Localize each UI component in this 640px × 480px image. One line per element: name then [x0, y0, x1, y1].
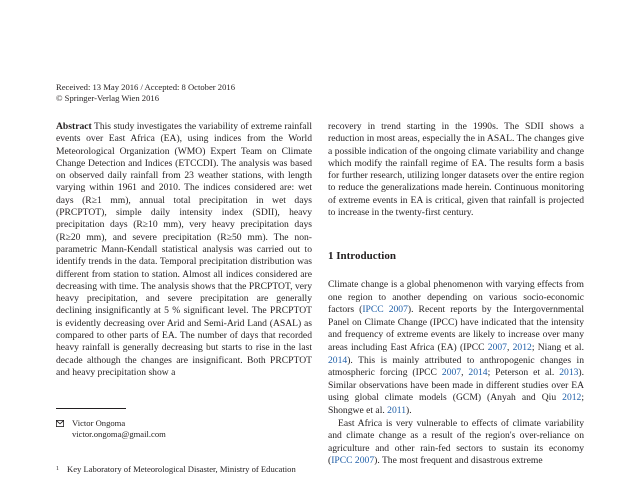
citation-link[interactable]: 2007	[441, 367, 462, 379]
paragraph-text: Climate change is a global phenomenon with varying effects from one region to another depending on various socio-economic factors (	[328, 279, 584, 316]
citation-link[interactable]: 2011	[387, 404, 406, 416]
abstract-text: This study investigates the variability of extreme rainfall events over East Africa (EA), using indices from the World Meteorological Organization (WMO) Expert Team on Climate Change Detection and Indices (ETCCDI). The analysis was based on observed daily rainfall from 23 weather stations, with length varying within 1961 and 2010. The indices considered are: wet days (R≥1 mm), annual total precipitation in wet days (PRCPTOT), simple daily intensity index (SDII), heavy precipitation days (R≥10 mm), very heavy precipitation days (R≥20 mm), and severe precipitation (R≥50 mm). The non-parametric Mann-Kendall statistical analysis was carried out to identify trends in the data. Temporal precipitation distribution was different from station to station. Almost all indices considered are decreasing with time. The analysis shows that the PRCPTOT, very heavy precipitation, and severe precipitation are generally declining insignificantly at 5 % significant level. The PRCPTOT is evidently decreasing over Arid and Semi-Arid Land (ASAL) as compared to other parts of EA. The number of days that recorded heavy rainfall is generally decreasing but starts to rise in the last decade although the changes are insignificant. Both PRCPTOT and heavy precipitation show a	[56, 121, 312, 378]
paragraph-text: ; Shongwe et al.	[328, 392, 584, 416]
introduction-paragraph-1	[328, 279, 584, 418]
affiliation-footnote	[56, 464, 296, 474]
affiliation-marker: 1	[56, 466, 59, 472]
section-heading-introduction: 1 Introduction	[328, 250, 396, 262]
citation-link[interactable]: 2012	[562, 392, 582, 404]
author-email[interactable]: victor.ongoma@gmail.com	[72, 428, 166, 439]
citation-link[interactable]: 2012	[512, 341, 532, 353]
citation-link[interactable]: 2007	[487, 341, 507, 353]
copyright-line: © Springer-Verlag Wien 2016	[56, 93, 159, 103]
citation-link[interactable]: 2014	[468, 367, 488, 379]
paragraph-text: East Africa is very vulnerable to effects of climate variability and climate change as a result of the region's over-reliance on agriculture and other rain-fed sectors to sustain its economy (	[328, 417, 584, 467]
author-name: Victor Ongoma	[72, 418, 126, 428]
affiliation-text: Key Laboratory of Meteorological Disaster, Ministry of Education	[67, 464, 296, 474]
citation-link[interactable]: IPCC 2007	[362, 304, 408, 316]
envelope-icon	[56, 420, 64, 427]
paragraph-text: ; Niang et al.	[531, 341, 584, 353]
paragraph-text: ; Peterson et al.	[487, 367, 560, 379]
paragraph-text: ,	[506, 341, 513, 353]
paragraph-text: ).	[406, 404, 412, 416]
abstract-continuation: recovery in trend starting in the 1990s. The SDII shows a reduction in most areas, especially the in ASAL. The changes give a possible indication of the ongoing climate variability and change which modify the rainfall regime of EA. The results form a basis for further research, utilizing longer datasets over the entire region to reduce the generalizations made herein. Continuous monitoring of extreme events in EA is critical, given that rainfall is projected to increase in the twenty-first century.	[328, 121, 584, 219]
paragraph-text: ). Recent reports by the Intergovernmental Panel on Climate Change (IPCC) have indicated that the intensity and frequency of extreme events are likely to increase over many areas including East Africa (EA) (IPCC	[328, 304, 584, 353]
citation-link[interactable]: IPCC 2007	[331, 455, 375, 467]
citation-link[interactable]: 2013	[559, 367, 579, 379]
citation-link[interactable]: 2014	[328, 354, 348, 366]
paragraph-text: ). This is mainly attributed to anthropogenic changes in atmospheric forcing (IPCC	[328, 354, 584, 379]
paragraph-text: ). The most frequent and disastrous extreme	[374, 455, 543, 467]
paragraph-text: ,	[461, 367, 469, 379]
abstract-label: Abstract	[56, 121, 92, 132]
received-accepted-dates: Received: 13 May 2016 / Accepted: 8 October 2016	[56, 82, 235, 92]
abstract-column	[56, 121, 312, 379]
introduction-paragraph-2	[328, 418, 584, 468]
footnote-divider	[56, 408, 126, 409]
article-history	[56, 82, 235, 104]
introduction-body	[328, 279, 584, 468]
paragraph-text: ). Similar observations have been made in different studies over EA using global climate models (GCM) (Anyah and Qiu	[328, 367, 585, 404]
